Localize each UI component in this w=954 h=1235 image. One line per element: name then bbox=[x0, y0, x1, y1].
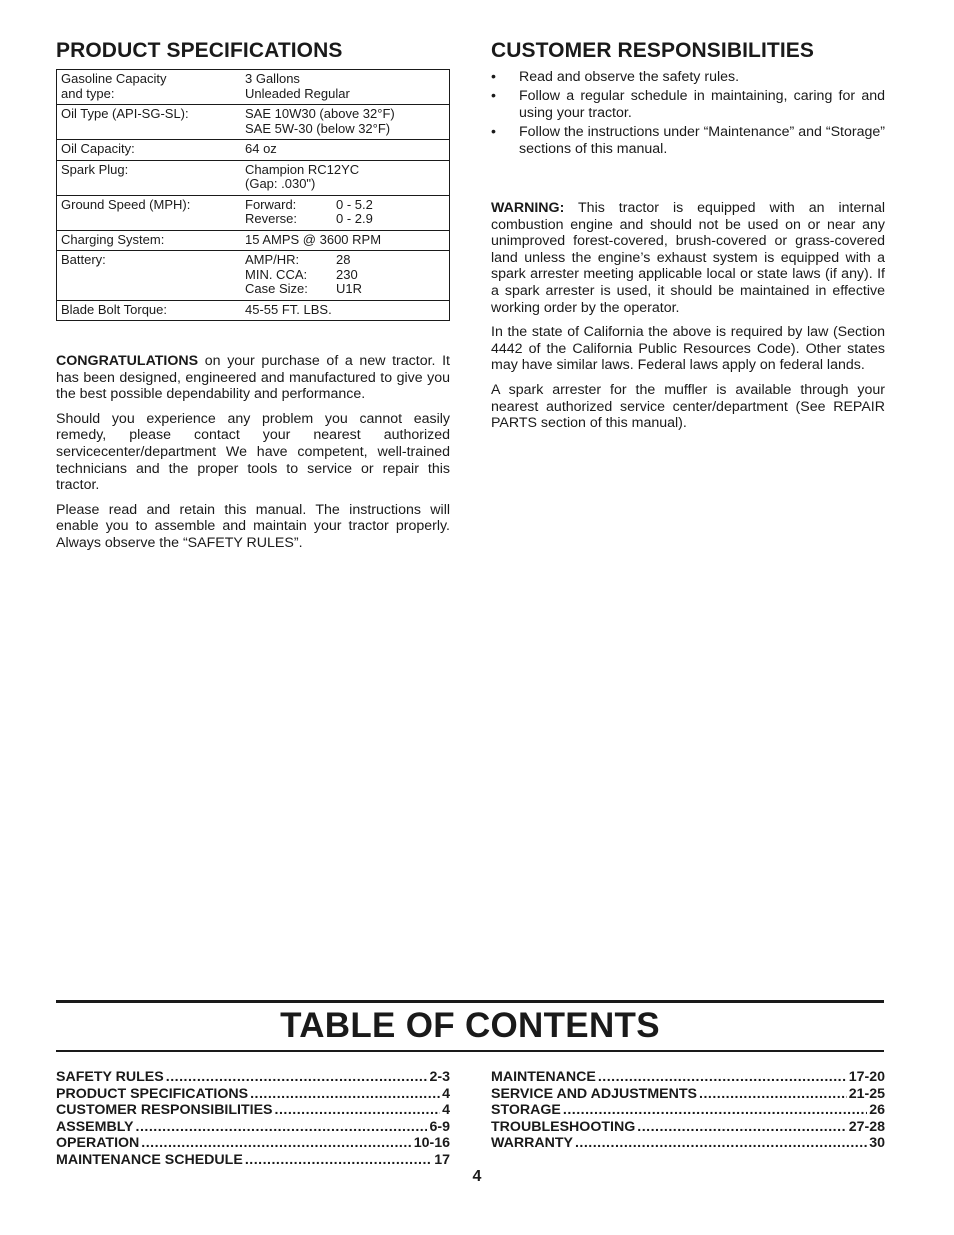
table-row bbox=[57, 230, 450, 251]
toc-entry bbox=[56, 1152, 450, 1169]
product-specifications-heading: PRODUCT SPECIFICATIONS bbox=[56, 39, 343, 62]
toc-entry bbox=[491, 1135, 885, 1152]
toc-leader-dots bbox=[250, 1086, 440, 1103]
toc-entry bbox=[491, 1086, 885, 1103]
table-row bbox=[57, 105, 450, 140]
toc-entry bbox=[56, 1069, 450, 1086]
left-column bbox=[56, 38, 450, 560]
toc-leader-dots bbox=[275, 1102, 441, 1119]
spec-value: 45-55 FT. LBS. bbox=[241, 300, 450, 321]
table-row bbox=[57, 251, 450, 301]
spec-label: Gasoline Capacity and type: bbox=[57, 70, 242, 105]
congratulations-text: on your purchase of a new tractor. It has been designed, engineered and manufactured to give you the best possible dependability and performance. bbox=[56, 353, 450, 403]
toc-leader-dots bbox=[699, 1086, 847, 1103]
bullet-icon: • bbox=[491, 69, 496, 85]
spec-label: Oil Capacity: bbox=[57, 140, 242, 161]
list-item: • Read and observe the safety rules. bbox=[491, 69, 740, 85]
page-number: 4 bbox=[472, 1168, 482, 1185]
warning-lead: WARNING: bbox=[491, 200, 565, 217]
specifications-table bbox=[56, 69, 450, 321]
spec-label: Charging System: bbox=[57, 230, 242, 251]
toc-leader-dots bbox=[245, 1152, 432, 1169]
list-item: • Follow a regular schedule in maintaining, caring for and using your tractor. bbox=[491, 88, 885, 121]
spec-label: Ground Speed (MPH): bbox=[57, 195, 242, 230]
bullet-icon: • bbox=[491, 88, 496, 105]
spec-value: AMP/HR: 28 MIN. CCA: 230 Case Size: U1R bbox=[241, 251, 450, 301]
right-column bbox=[491, 38, 885, 440]
spec-label: Oil Type (API-SG-SL): bbox=[57, 105, 242, 140]
spark-arrester-paragraph: A spark arrester for the muffler is available through your nearest authorized service center/department (See REPAIR PARTS section of this manual). bbox=[491, 381, 885, 432]
toc-entry-label: CUSTOMER RESPONSIBILITIES bbox=[56, 1102, 273, 1118]
bullet-icon: • bbox=[491, 124, 496, 141]
warning-paragraph: WARNING: This tractor is equipped with an internal combustion engine and should not be used on or near any unimproved forest-covered, brush-covered or grass-covered land unless the engine’s exhaust system is equipped with a spark arrester meeting applicable local or state laws (if any). If a spark arrester is used, it should be maintained in effective working order by the operator. bbox=[491, 200, 885, 316]
toc-entry-pages: 21-25 bbox=[848, 1085, 885, 1102]
toc-left-column bbox=[56, 1069, 450, 1168]
list-item: • Follow the instructions under “Maintenance” and “Storage” sections of this manual. bbox=[491, 124, 885, 157]
toc-bottom-rule bbox=[56, 1050, 884, 1052]
toc-entry bbox=[56, 1135, 450, 1152]
congratulations-paragraph bbox=[56, 353, 450, 403]
spec-label: Battery: bbox=[57, 251, 242, 301]
toc-entry-pages: 2-3 bbox=[429, 1069, 450, 1085]
customer-responsibilities-heading: CUSTOMER RESPONSIBILITIES bbox=[491, 39, 814, 62]
toc-entry-pages: 10-16 bbox=[413, 1135, 450, 1151]
toc-entry-label: MAINTENANCE SCHEDULE bbox=[56, 1151, 243, 1168]
toc-entry-pages: 17-20 bbox=[848, 1069, 885, 1085]
toc-entry bbox=[491, 1069, 885, 1086]
toc-leader-dots bbox=[563, 1102, 867, 1119]
toc-entry-label: ASSEMBLY bbox=[56, 1118, 134, 1135]
table-row bbox=[57, 140, 450, 161]
toc-entry-pages: 4 bbox=[442, 1085, 450, 1102]
spec-value: Forward: 0 - 5.2 Reverse: 0 - 2.9 bbox=[241, 195, 450, 230]
toc-leader-dots bbox=[575, 1135, 867, 1152]
toc-leader-dots bbox=[598, 1069, 847, 1086]
toc-right-column bbox=[491, 1069, 885, 1152]
toc-entry-pages: 4 bbox=[442, 1102, 450, 1118]
toc-entry-pages: 6-9 bbox=[429, 1118, 450, 1135]
toc-entry-label: PRODUCT SPECIFICATIONS bbox=[56, 1085, 249, 1102]
table-row bbox=[57, 300, 450, 321]
spec-value: 15 AMPS @ 3600 RPM bbox=[241, 230, 450, 251]
table-row bbox=[57, 160, 450, 195]
spec-value: 64 oz bbox=[241, 140, 450, 161]
toc-entry bbox=[491, 1102, 885, 1119]
toc-top-rule bbox=[56, 1000, 884, 1003]
toc-entry-pages: 17 bbox=[434, 1151, 450, 1168]
toc-entry-pages: 27-28 bbox=[848, 1118, 885, 1135]
toc-entry-label: STORAGE bbox=[491, 1102, 561, 1118]
support-paragraph: Should you experience any problem you cannot easily remedy, please contact your nearest authorized servicecenter/department We have competent, well-trained technicians and the proper tools to service or repair this tractor. bbox=[56, 410, 450, 494]
responsibility-list bbox=[491, 69, 885, 157]
toc-entry-label: TROUBLESHOOTING bbox=[491, 1118, 636, 1135]
toc-entry-label: WARRANTY bbox=[491, 1135, 573, 1151]
toc-entry-pages: 30 bbox=[869, 1135, 885, 1151]
toc-entry bbox=[56, 1086, 450, 1103]
toc-entry-label: SAFETY RULES bbox=[56, 1069, 164, 1085]
toc-entry bbox=[491, 1119, 885, 1136]
table-row bbox=[57, 70, 450, 105]
toc-leader-dots bbox=[637, 1119, 846, 1136]
toc-leader-dots bbox=[141, 1135, 411, 1152]
retain-manual-paragraph: Please read and retain this manual. The instructions will enable you to assemble and maintain your tractor properly. Always observe the “SAFETY RULES”. bbox=[56, 501, 450, 551]
toc-entry-label: OPERATION bbox=[56, 1135, 140, 1151]
toc-leader-dots bbox=[166, 1069, 428, 1086]
spec-value: 3 Gallons Unleaded Regular bbox=[241, 70, 450, 105]
toc-entry-label: SERVICE AND ADJUSTMENTS bbox=[491, 1085, 698, 1102]
toc-entry-label: MAINTENANCE bbox=[491, 1069, 596, 1085]
toc-entry-pages: 26 bbox=[869, 1102, 885, 1118]
toc-leader-dots bbox=[136, 1119, 428, 1136]
spec-label: Spark Plug: bbox=[57, 160, 242, 195]
spec-value: SAE 10W30 (above 32°F) SAE 5W-30 (below 32°F) bbox=[241, 105, 450, 140]
spec-label: Blade Bolt Torque: bbox=[57, 300, 242, 321]
spec-value: Champion RC12YC (Gap: .030") bbox=[241, 160, 450, 195]
california-paragraph: In the state of California the above is required by law (Section 4442 of the California Public Resources Code). Other states may have similar laws. Federal laws apply on federal lands. bbox=[491, 324, 885, 374]
toc-entry bbox=[56, 1119, 450, 1136]
toc-entry bbox=[56, 1102, 450, 1119]
congratulations-lead: CONGRATULATIONS bbox=[56, 353, 199, 369]
table-row bbox=[57, 195, 450, 230]
toc-title: TABLE OF CONTENTS bbox=[280, 1006, 660, 1045]
